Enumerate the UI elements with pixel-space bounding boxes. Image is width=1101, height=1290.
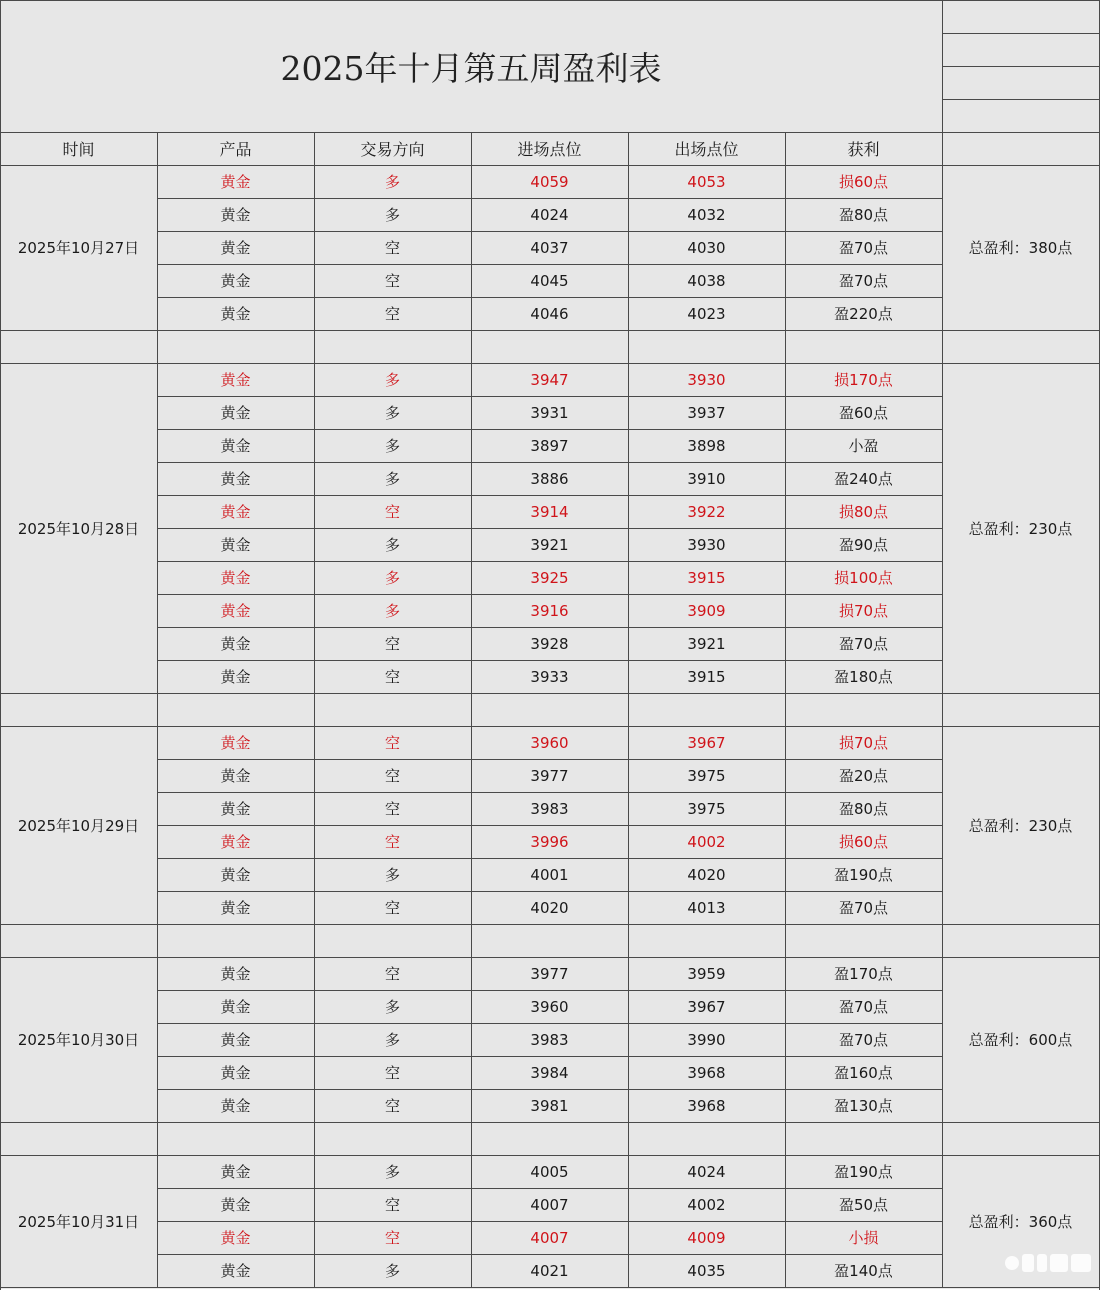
grid-line <box>471 924 472 958</box>
cell-direction: 多 <box>384 1031 400 1049</box>
cell-entry: 4007 <box>530 1228 569 1247</box>
row-line <box>157 528 943 529</box>
cell-profit: 盈90点 <box>838 536 889 554</box>
cell-direction: 多 <box>384 1262 400 1280</box>
cell-profit: 损80点 <box>838 503 889 521</box>
cell-direction: 多 <box>384 470 400 488</box>
grid-line <box>157 363 158 694</box>
grid-line <box>471 1155 472 1288</box>
cell-exit: 3975 <box>687 799 726 818</box>
cell-entry: 3996 <box>530 832 569 851</box>
cell-direction: 空 <box>384 305 400 323</box>
cell-entry: 3916 <box>530 601 569 620</box>
header-entry: 进场点位 <box>517 140 582 159</box>
cell-profit: 损70点 <box>838 602 889 620</box>
row-line <box>157 561 943 562</box>
total-profit-cell: 总盈利：230点 <box>968 519 1073 538</box>
grid-line <box>471 1122 472 1156</box>
cell-exit: 3967 <box>687 733 726 752</box>
cell-product: 黄金 <box>220 1196 251 1214</box>
cell-exit: 3937 <box>687 403 726 422</box>
grid-line <box>157 693 158 727</box>
cell-profit: 盈130点 <box>834 1097 893 1115</box>
grid-line <box>0 165 1 331</box>
group-bottom-line <box>0 1287 1100 1288</box>
watermark-logo <box>1005 1252 1091 1274</box>
cell-product: 黄金 <box>220 371 251 389</box>
group-bottom-line <box>0 1122 1100 1123</box>
cell-product: 黄金 <box>220 635 251 653</box>
cell-direction: 多 <box>384 998 400 1016</box>
row-line <box>157 1089 943 1090</box>
cell-profit: 盈160点 <box>834 1064 893 1082</box>
date-cell: 2025年10月27日 <box>17 239 140 257</box>
cell-entry: 3947 <box>530 370 569 389</box>
cell-exit: 3922 <box>687 502 726 521</box>
cell-exit: 4053 <box>687 172 726 191</box>
cell-exit: 3968 <box>687 1096 726 1115</box>
cell-entry: 3886 <box>530 469 569 488</box>
header-profit: 获利 <box>847 140 880 159</box>
grid-line <box>942 132 943 166</box>
cell-entry: 3981 <box>530 1096 569 1115</box>
cell-direction: 空 <box>384 239 400 257</box>
cell-entry: 4059 <box>530 172 569 191</box>
cell-direction: 多 <box>384 206 400 224</box>
cell-direction: 空 <box>384 1196 400 1214</box>
cell-direction: 空 <box>384 734 400 752</box>
cell-profit: 损60点 <box>838 173 889 191</box>
side-box-line <box>942 66 1100 67</box>
row-line <box>157 891 943 892</box>
group-bottom-line <box>0 924 1100 925</box>
header-direction: 交易方向 <box>360 140 425 159</box>
grid-line <box>471 330 472 364</box>
cell-product: 黄金 <box>220 1097 251 1115</box>
cell-exit: 3959 <box>687 964 726 983</box>
cell-entry: 4005 <box>530 1162 569 1181</box>
grid-line <box>942 924 943 958</box>
cell-entry: 3960 <box>530 733 569 752</box>
grid-line <box>1099 1155 1100 1288</box>
grid-line <box>785 132 786 166</box>
grid-line <box>1099 1122 1100 1156</box>
cell-exit: 4024 <box>687 1162 726 1181</box>
grid-line <box>628 132 629 166</box>
cell-exit: 4035 <box>687 1261 726 1280</box>
cell-entry: 3983 <box>530 799 569 818</box>
grid-line <box>942 693 943 727</box>
cell-direction: 空 <box>384 833 400 851</box>
grid-line <box>157 1122 158 1156</box>
grid-line <box>314 957 315 1123</box>
grid-line <box>314 330 315 364</box>
cell-exit: 4009 <box>687 1228 726 1247</box>
cell-entry: 4045 <box>530 271 569 290</box>
cell-exit: 3910 <box>687 469 726 488</box>
grid-line <box>314 165 315 331</box>
grid-line <box>0 957 1 1123</box>
grid-line <box>0 693 1 727</box>
cell-profit: 盈180点 <box>834 668 893 686</box>
cell-direction: 多 <box>384 602 400 620</box>
cell-product: 黄金 <box>220 1064 251 1082</box>
grid-line <box>0 1155 1 1288</box>
cell-product: 黄金 <box>220 206 251 224</box>
cell-product: 黄金 <box>220 470 251 488</box>
cell-entry: 3928 <box>530 634 569 653</box>
grid-line <box>157 957 158 1123</box>
row-line <box>157 1056 943 1057</box>
side-box-line <box>942 99 1100 100</box>
cell-exit: 4002 <box>687 832 726 851</box>
date-cell: 2025年10月30日 <box>17 1031 140 1049</box>
grid-line <box>1099 165 1100 331</box>
cell-profit: 小损 <box>848 1229 879 1247</box>
cell-direction: 空 <box>384 1097 400 1115</box>
grid-line <box>314 726 315 925</box>
grid-line <box>471 726 472 925</box>
cell-exit: 3915 <box>687 568 726 587</box>
row-line <box>157 759 943 760</box>
cell-product: 黄金 <box>220 569 251 587</box>
grid-line <box>157 330 158 364</box>
cell-product: 黄金 <box>220 305 251 323</box>
grid-line <box>0 363 1 694</box>
side-box-line <box>942 33 1100 34</box>
grid-line <box>785 924 786 958</box>
cell-direction: 多 <box>384 173 400 191</box>
row-line <box>157 858 943 859</box>
cell-entry: 4024 <box>530 205 569 224</box>
grid-line <box>942 726 943 925</box>
grid-line <box>628 363 629 694</box>
row-line <box>157 1188 943 1189</box>
cell-exit: 3915 <box>687 667 726 686</box>
cell-exit: 4038 <box>687 271 726 290</box>
cell-profit: 盈80点 <box>838 800 889 818</box>
grid-line <box>0 330 1 364</box>
cell-direction: 空 <box>384 767 400 785</box>
grid-line <box>628 165 629 331</box>
grid-line <box>471 363 472 694</box>
row-line <box>157 429 943 430</box>
date-cell: 2025年10月29日 <box>17 816 140 835</box>
cell-profit: 盈80点 <box>838 206 889 224</box>
cell-exit: 3921 <box>687 634 726 653</box>
cell-product: 黄金 <box>220 173 251 191</box>
grid-line <box>785 726 786 925</box>
grid-line <box>628 1155 629 1288</box>
cell-product: 黄金 <box>220 272 251 290</box>
grid-line <box>628 726 629 925</box>
cell-profit: 盈240点 <box>834 470 893 488</box>
cell-exit: 3968 <box>687 1063 726 1082</box>
cell-profit: 盈170点 <box>834 965 893 983</box>
grid-line <box>942 165 943 331</box>
cell-profit: 盈140点 <box>834 1262 893 1280</box>
grid-line <box>0 132 1 166</box>
row-line <box>157 198 943 199</box>
grid-line <box>628 1122 629 1156</box>
cell-exit: 4013 <box>687 898 726 917</box>
cell-entry: 3933 <box>530 667 569 686</box>
cell-entry: 4007 <box>530 1195 569 1214</box>
grid-line <box>314 1155 315 1288</box>
grid-line <box>157 132 158 166</box>
cell-product: 黄金 <box>220 536 251 554</box>
cell-exit: 3930 <box>687 535 726 554</box>
cell-exit: 4032 <box>687 205 726 224</box>
grid-line <box>314 363 315 694</box>
header-time: 时间 <box>62 140 95 159</box>
cell-direction: 多 <box>384 437 400 455</box>
cell-entry: 4021 <box>530 1261 569 1280</box>
row-line <box>157 660 943 661</box>
cell-entry: 3977 <box>530 766 569 785</box>
date-cell: 2025年10月31日 <box>17 1212 140 1231</box>
cell-direction: 空 <box>384 1064 400 1082</box>
header-exit: 出场点位 <box>674 140 739 159</box>
grid-line <box>1099 924 1100 958</box>
cell-entry: 4001 <box>530 865 569 884</box>
grid-line <box>1099 726 1100 925</box>
grid-line <box>471 693 472 727</box>
cell-exit: 3975 <box>687 766 726 785</box>
cell-profit: 盈70点 <box>838 635 889 653</box>
date-cell: 2025年10月28日 <box>17 519 140 538</box>
cell-product: 黄金 <box>220 668 251 686</box>
cell-exit: 4023 <box>687 304 726 323</box>
cell-entry: 4037 <box>530 238 569 257</box>
grid-line <box>471 957 472 1123</box>
cell-exit: 3967 <box>687 997 726 1016</box>
row-line <box>157 792 943 793</box>
cell-profit: 盈70点 <box>838 998 889 1016</box>
sheet-title: 2025年十月第五周盈利表 <box>280 48 662 88</box>
cell-exit: 4030 <box>687 238 726 257</box>
grid-line <box>785 363 786 694</box>
cell-profit: 盈70点 <box>838 272 889 290</box>
cell-entry: 3977 <box>530 964 569 983</box>
cell-direction: 多 <box>384 536 400 554</box>
cell-direction: 空 <box>384 668 400 686</box>
cell-product: 黄金 <box>220 1163 251 1181</box>
cell-exit: 3898 <box>687 436 726 455</box>
grid-line <box>1099 330 1100 364</box>
row-line <box>157 462 943 463</box>
cell-product: 黄金 <box>220 404 251 422</box>
cell-direction: 空 <box>384 965 400 983</box>
cell-product: 黄金 <box>220 602 251 620</box>
grid-line <box>1099 132 1100 166</box>
grid-line <box>785 165 786 331</box>
cell-entry: 3921 <box>530 535 569 554</box>
total-profit-cell: 总盈利：600点 <box>968 1031 1073 1049</box>
cell-product: 黄金 <box>220 866 251 884</box>
grid-line <box>1099 363 1100 694</box>
cell-profit: 损170点 <box>834 371 893 389</box>
row-line <box>157 297 943 298</box>
grid-line <box>157 924 158 958</box>
grid-line <box>314 1122 315 1156</box>
grid-line <box>628 330 629 364</box>
cell-profit: 损100点 <box>834 569 893 587</box>
cell-product: 黄金 <box>220 899 251 917</box>
cell-direction: 多 <box>384 569 400 587</box>
row-line <box>157 627 943 628</box>
grid-line <box>942 1122 943 1156</box>
cell-product: 黄金 <box>220 1031 251 1049</box>
row-line <box>157 990 943 991</box>
row-line <box>157 594 943 595</box>
cell-entry: 3897 <box>530 436 569 455</box>
cell-product: 黄金 <box>220 437 251 455</box>
cell-product: 黄金 <box>220 800 251 818</box>
grid-line <box>471 132 472 166</box>
cell-direction: 多 <box>384 404 400 422</box>
grid-line <box>1099 693 1100 727</box>
cell-product: 黄金 <box>220 767 251 785</box>
grid-line <box>314 132 315 166</box>
cell-entry: 3984 <box>530 1063 569 1082</box>
grid-line <box>785 693 786 727</box>
grid-line <box>157 726 158 925</box>
cell-profit: 盈20点 <box>838 767 889 785</box>
cell-profit: 盈190点 <box>834 1163 893 1181</box>
row-line <box>157 264 943 265</box>
grid-line <box>157 1155 158 1288</box>
cell-profit: 盈190点 <box>834 866 893 884</box>
cell-product: 黄金 <box>220 833 251 851</box>
cell-direction: 空 <box>384 1229 400 1247</box>
total-profit-cell: 总盈利：230点 <box>968 816 1073 835</box>
cell-exit: 4020 <box>687 865 726 884</box>
grid-line <box>785 330 786 364</box>
cell-entry: 3960 <box>530 997 569 1016</box>
cell-profit: 盈70点 <box>838 899 889 917</box>
cell-direction: 空 <box>384 635 400 653</box>
grid-line <box>471 165 472 331</box>
grid-line <box>785 1155 786 1288</box>
cell-entry: 3983 <box>530 1030 569 1049</box>
grid-line <box>157 165 158 331</box>
top-border <box>0 0 1100 1</box>
cell-direction: 多 <box>384 866 400 884</box>
cell-profit: 损60点 <box>838 833 889 851</box>
cell-entry: 3925 <box>530 568 569 587</box>
cell-direction: 空 <box>384 800 400 818</box>
cell-direction: 多 <box>384 1163 400 1181</box>
cell-profit: 盈60点 <box>838 404 889 422</box>
cell-product: 黄金 <box>220 965 251 983</box>
grid-line <box>1099 957 1100 1123</box>
row-line <box>157 396 943 397</box>
cell-entry: 4020 <box>530 898 569 917</box>
cell-profit: 盈70点 <box>838 1031 889 1049</box>
cell-profit: 盈220点 <box>834 305 893 323</box>
cell-direction: 空 <box>384 899 400 917</box>
grid-line <box>314 924 315 958</box>
cell-product: 黄金 <box>220 998 251 1016</box>
grid-line <box>942 957 943 1123</box>
cell-exit: 3990 <box>687 1030 726 1049</box>
cell-entry: 3914 <box>530 502 569 521</box>
cell-product: 黄金 <box>220 239 251 257</box>
cell-profit: 损70点 <box>838 734 889 752</box>
grid-line <box>314 693 315 727</box>
grid-line <box>785 957 786 1123</box>
cell-product: 黄金 <box>220 1229 251 1247</box>
row-line <box>157 231 943 232</box>
group-bottom-line <box>0 330 1100 331</box>
total-profit-cell: 总盈利：380点 <box>968 239 1073 257</box>
cell-product: 黄金 <box>220 734 251 752</box>
grid-line <box>628 693 629 727</box>
cell-entry: 3931 <box>530 403 569 422</box>
header-product: 产品 <box>219 140 252 159</box>
cell-entry: 4046 <box>530 304 569 323</box>
grid-line <box>628 957 629 1123</box>
grid-line <box>942 330 943 364</box>
total-profit-cell: 总盈利：360点 <box>968 1212 1073 1231</box>
cell-product: 黄金 <box>220 1262 251 1280</box>
row-line <box>157 1221 943 1222</box>
group-bottom-line <box>0 693 1100 694</box>
grid-line <box>0 924 1 958</box>
cell-profit: 盈70点 <box>838 239 889 257</box>
grid-line <box>942 1155 943 1288</box>
cell-direction: 空 <box>384 272 400 290</box>
cell-exit: 3909 <box>687 601 726 620</box>
grid-line <box>628 924 629 958</box>
grid-line <box>785 1122 786 1156</box>
row-line <box>157 495 943 496</box>
cell-product: 黄金 <box>220 503 251 521</box>
cell-exit: 3930 <box>687 370 726 389</box>
row-line <box>157 1254 943 1255</box>
cell-profit: 小盈 <box>848 437 879 455</box>
grid-line <box>0 1122 1 1156</box>
cell-direction: 空 <box>384 503 400 521</box>
grid-line <box>0 726 1 925</box>
cell-direction: 多 <box>384 371 400 389</box>
cell-profit: 盈50点 <box>838 1196 889 1214</box>
row-line <box>157 825 943 826</box>
row-line <box>157 1023 943 1024</box>
cell-exit: 4002 <box>687 1195 726 1214</box>
grid-line <box>942 363 943 694</box>
